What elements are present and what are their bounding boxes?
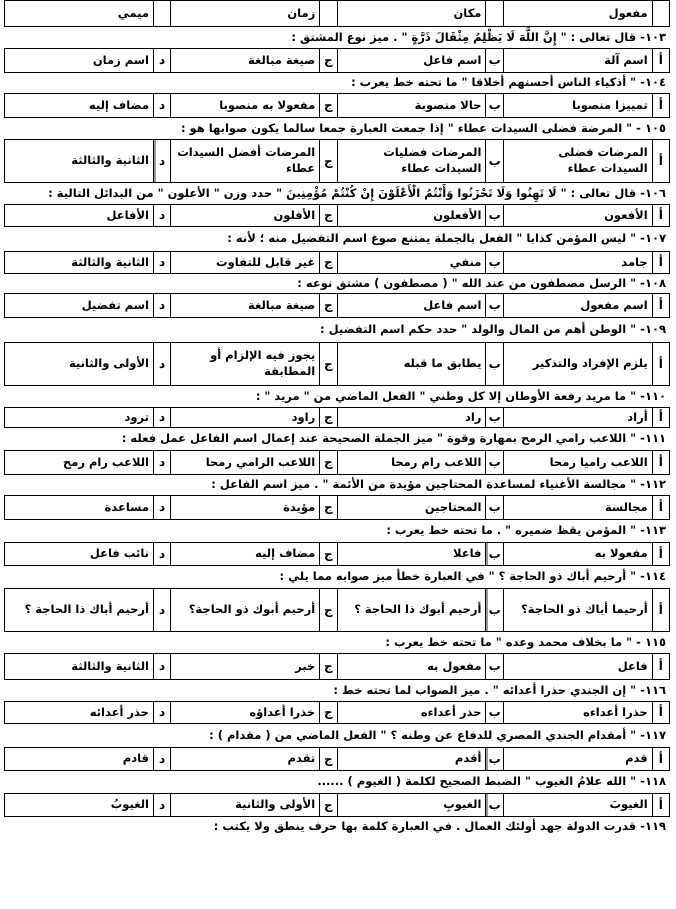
option-letter[interactable]: ج <box>320 654 337 680</box>
question-text: " الرسل مصطفون من عند الله " ( مصطفون ) مشتق نوعه : <box>297 275 637 290</box>
options-row <box>4 653 670 680</box>
option-text: ميمي <box>5 1 154 27</box>
option-text[interactable]: اسم فاعل <box>337 49 486 73</box>
question-number: ١١٩- <box>640 818 666 833</box>
question-text: " أمقدام الجندي المصري للدفاع عن وطنه ؟ " الفعل الماضي من ( مقدام ) : <box>209 727 637 742</box>
option-letter[interactable]: ج <box>320 748 337 771</box>
question-line <box>4 318 670 342</box>
option-letter[interactable]: د <box>153 140 170 183</box>
option-letter[interactable]: أ <box>652 496 669 520</box>
option-letter[interactable]: ج <box>320 589 337 632</box>
option-text[interactable]: اسم تفضيل <box>5 294 154 318</box>
option-text[interactable]: الغيوبُ <box>5 794 154 817</box>
option-text[interactable]: المحتاجين <box>337 496 486 520</box>
option-text[interactable]: خذرا أعداؤه <box>171 702 320 724</box>
option-text[interactable]: منفي <box>337 252 486 274</box>
option-text[interactable]: الغيوبَ <box>503 794 652 817</box>
option-text[interactable]: اللاعب رام رمح <box>5 451 154 475</box>
option-letter[interactable]: د <box>153 702 170 724</box>
option-text[interactable]: الأولى والثانية <box>5 343 154 386</box>
option-letter[interactable]: ج <box>320 408 337 428</box>
option-text[interactable]: أرحيما أباك ذو الحاجة؟ <box>503 589 652 632</box>
option-letter[interactable]: ج <box>320 543 337 566</box>
options-row <box>4 342 670 386</box>
option-text[interactable]: مجالسة <box>503 496 652 520</box>
question-number: ١٠٥ - <box>636 120 666 135</box>
option-text[interactable]: الأفعون <box>503 205 652 227</box>
option-letter[interactable]: أ <box>652 343 669 386</box>
option-letter[interactable]: ب <box>486 408 503 428</box>
option-letter[interactable]: د <box>153 408 170 428</box>
option-letter[interactable]: ب <box>486 702 503 724</box>
option-letter[interactable]: أ <box>652 205 669 227</box>
option-text[interactable]: الأولى والثانية <box>171 794 320 817</box>
question-number: ١٠٩- <box>640 322 666 337</box>
question-number: ١١٥ - <box>636 634 666 649</box>
question-text: " مجالسة الأغنياء لمساعدة المحتاجين مؤيدة من الأئمة " . ميز اسم الفاعل : <box>211 477 637 492</box>
option-letter[interactable]: ج <box>320 94 337 118</box>
question-text: " أذكياء الناس أحسنهم أخلاقا " ما تحته خط يعرب : <box>351 75 637 90</box>
option-text: مفعول <box>503 1 652 27</box>
option-letter <box>652 1 669 27</box>
question-line <box>4 724 670 747</box>
option-letter[interactable]: ب <box>486 496 503 520</box>
options-row <box>4 747 670 771</box>
question-text: " الوطن أهم من المال والولد " حدد حكم اسم التفضيل : <box>320 322 637 337</box>
options-row <box>4 450 670 475</box>
question-number: ١٠٧- <box>640 231 666 246</box>
option-text[interactable]: أرحيم أبوك ذو الحاجة؟ <box>171 589 320 632</box>
options-row <box>4 48 670 73</box>
option-text[interactable]: تقدم <box>171 748 320 771</box>
question-line <box>4 386 670 407</box>
question-text: " ما بخلاف محمد وعده " ما تحته خط يعرب : <box>385 634 633 649</box>
option-letter[interactable]: ب <box>486 654 503 680</box>
option-letter[interactable]: أ <box>652 794 669 817</box>
option-letter[interactable]: أ <box>652 589 669 632</box>
option-letter[interactable]: د <box>153 49 170 73</box>
option-letter[interactable]: ج <box>320 205 337 227</box>
option-text[interactable]: الثانية والثالثة <box>5 140 154 183</box>
option-letter[interactable]: د <box>153 748 170 771</box>
option-text[interactable]: حالا منصوبة <box>337 94 486 118</box>
option-text[interactable]: الثانية والثالثة <box>5 654 154 680</box>
options-row <box>4 93 670 118</box>
option-text[interactable]: حذر أعدائه <box>5 702 154 724</box>
question-line <box>4 475 670 495</box>
option-text[interactable]: اسم فاعل <box>337 294 486 318</box>
option-letter[interactable]: أ <box>652 140 669 183</box>
option-letter[interactable]: ب <box>486 140 503 183</box>
option-text[interactable]: مؤيدة <box>171 496 320 520</box>
option-letter <box>320 1 337 27</box>
option-text[interactable]: أراد <box>503 408 652 428</box>
question-number: ١٠٦- <box>640 185 666 200</box>
question-line <box>4 227 670 251</box>
question-line <box>4 566 670 588</box>
option-letter[interactable]: د <box>153 205 170 227</box>
option-text[interactable]: اسم آلة <box>503 49 652 73</box>
option-text[interactable]: تمييزا منصوبا <box>503 94 652 118</box>
option-letter[interactable]: د <box>153 252 170 274</box>
option-letter[interactable]: أ <box>652 654 669 680</box>
options-row <box>4 251 670 274</box>
option-text[interactable]: اسم زمان <box>5 49 154 73</box>
question-line <box>4 817 670 836</box>
option-letter[interactable]: ج <box>320 343 337 386</box>
option-letter[interactable]: أ <box>652 49 669 73</box>
option-text[interactable]: صيغة مبالغة <box>171 49 320 73</box>
option-text[interactable]: مفعول به <box>337 654 486 680</box>
option-letter[interactable]: أ <box>652 702 669 724</box>
question-line <box>4 73 670 93</box>
option-text[interactable]: مفعولا به <box>503 543 652 566</box>
option-text[interactable]: المرضات فضلى السيدات عطاء <box>503 140 652 183</box>
question-number: ١١٦- <box>640 682 666 697</box>
option-text[interactable]: يجوز فيه الإلزام أو المطابقة <box>171 343 320 386</box>
option-text[interactable]: أرحيم أبوك ذا الحاجة ؟ <box>337 589 486 632</box>
option-text[interactable]: خبر <box>171 654 320 680</box>
option-text[interactable]: اسم مفعول <box>503 294 652 318</box>
question-text: " المرضة فضلى السيدات عطاء " إذا جمعت العبارة جمعا سالما يكون صوابها هو : <box>180 120 633 135</box>
question-number: ١١٠- <box>640 388 666 403</box>
question-number: ١١٧- <box>640 727 666 742</box>
option-letter[interactable]: د <box>153 294 170 318</box>
option-text: مكان <box>337 1 486 27</box>
option-text[interactable]: الأفعلون <box>337 205 486 227</box>
option-letter[interactable]: د <box>153 94 170 118</box>
option-text[interactable]: غير قابل للتفاوت <box>171 252 320 274</box>
option-letter[interactable]: أ <box>652 748 669 771</box>
option-text[interactable]: المرضات فضليات السيدات عطاء <box>337 140 486 183</box>
option-letter[interactable]: ب <box>486 252 503 274</box>
option-letter[interactable]: د <box>153 543 170 566</box>
question-text: قدرت الدولة جهد أولئك العمال . في العبارة كلمة بها حرف ينطق ولا يكتب : <box>213 818 637 833</box>
option-letter[interactable]: ب <box>486 748 503 771</box>
option-text[interactable]: اللاعب الرامي رمحا <box>171 451 320 475</box>
question-text: " الله علامُ الغيوب " الضبط الصحيح لكلمة ( الغيوم ) ...... <box>317 774 637 789</box>
option-letter[interactable]: أ <box>652 408 669 428</box>
question-number: ١١١- <box>640 431 666 446</box>
option-text[interactable]: مضاف إليه <box>171 543 320 566</box>
option-letter[interactable]: أ <box>652 252 669 274</box>
option-letter[interactable]: ج <box>320 794 337 817</box>
option-text[interactable]: فاعل <box>503 654 652 680</box>
option-letter[interactable]: ب <box>486 451 503 475</box>
option-letter[interactable]: د <box>153 654 170 680</box>
question-text: " إن الجندي حذرا أعدائه " . ميز الصواب لما تحته خط : <box>333 682 637 697</box>
question-number: ١١٨- <box>640 774 666 789</box>
option-text[interactable]: اللاعب رام رمحا <box>337 451 486 475</box>
option-text[interactable]: قدم <box>503 748 652 771</box>
option-text[interactable]: نائب فاعل <box>5 543 154 566</box>
option-text[interactable]: ترود <box>5 408 154 428</box>
options-row <box>4 542 670 566</box>
option-text[interactable]: أقدم <box>337 748 486 771</box>
options-row <box>4 139 670 183</box>
option-text[interactable]: مفعولا به منصوبا <box>171 94 320 118</box>
option-letter[interactable]: د <box>153 496 170 520</box>
question-number: ١٠٤- <box>640 75 666 90</box>
options-row <box>4 407 670 428</box>
option-letter[interactable]: ج <box>320 702 337 724</box>
option-letter[interactable]: أ <box>652 94 669 118</box>
option-text[interactable]: المرضات أفضل السيدات عطاء <box>171 140 320 183</box>
option-text[interactable]: مساعدة <box>5 496 154 520</box>
option-text[interactable]: جامد <box>503 252 652 274</box>
option-letter[interactable]: د <box>153 343 170 386</box>
option-letter[interactable]: أ <box>652 451 669 475</box>
question-line <box>4 118 670 139</box>
option-text[interactable]: حذر أعداءه <box>337 702 486 724</box>
option-letter[interactable]: ج <box>320 252 337 274</box>
option-text[interactable]: فاعلا <box>337 543 486 566</box>
question-number: ١١٢- <box>640 477 666 492</box>
options-row <box>4 293 670 318</box>
option-letter[interactable]: ب <box>486 589 503 632</box>
option-text[interactable]: أرحيم أباك ذا الحاجة ؟ <box>5 589 154 632</box>
option-letter[interactable]: ج <box>320 140 337 183</box>
options-row <box>4 793 670 817</box>
option-text[interactable]: الغيوبِ <box>337 794 486 817</box>
question-number: ١٠٣- <box>640 29 666 44</box>
question-text: " أرحيم أباك ذو الحاجة ؟ " في العبارة خطأ ميز صوابه مما يلي : <box>279 569 637 584</box>
question-line <box>4 428 670 450</box>
option-text[interactable]: يطابق ما قبله <box>337 343 486 386</box>
option-text[interactable]: الأفاعل <box>5 205 154 227</box>
option-letter[interactable]: د <box>153 589 170 632</box>
option-letter[interactable]: ج <box>320 451 337 475</box>
question-text: " ما مريد رفعة الأوطان إلا كل وطني " الفعل الماضي من " مريد " : <box>255 388 637 403</box>
question-text: قال تعالى : " لَا تَهِنُوا وَلَا تَحْزَنُوا وَأَنْتُمُ الْأَعْلَوْنَ إِنْ كُنْتُمْ مُؤْمِنِينَ " حدد وزن " الأعلون " من البدائل التالية : <box>48 185 637 200</box>
option-text[interactable]: اللاعب راميا رمحا <box>503 451 652 475</box>
question-list <box>4 27 670 817</box>
option-text[interactable]: راد <box>337 408 486 428</box>
option-letter[interactable]: ب <box>486 294 503 318</box>
question-number: ١١٤- <box>640 569 666 584</box>
question-line <box>4 680 670 701</box>
question-line <box>4 27 670 48</box>
option-letter[interactable]: ب <box>486 205 503 227</box>
option-text[interactable]: مضاف إليه <box>5 94 154 118</box>
option-text[interactable]: الأفلون <box>171 205 320 227</box>
question-line <box>4 771 670 793</box>
option-letter[interactable]: د <box>153 794 170 817</box>
options-row <box>4 588 670 632</box>
option-letter[interactable]: ج <box>320 496 337 520</box>
question-number: ١١٣- <box>640 523 666 538</box>
option-letter[interactable]: ب <box>486 49 503 73</box>
option-letter[interactable]: أ <box>652 543 669 566</box>
question-number: ١٠٨- <box>640 275 666 290</box>
question-text: " ليس المؤمن كذابا " الفعل بالجملة يمتنع صوغ اسم التفضيل منه ؛ لأنه : <box>227 231 637 246</box>
option-letter <box>153 1 170 27</box>
options-row <box>4 701 670 724</box>
options-row <box>4 204 670 227</box>
question-line <box>4 520 670 542</box>
option-letter[interactable]: أ <box>652 294 669 318</box>
question-text: قال تعالى : " إِنَّ اللَّهَ لَا يَظْلِمُ مِثْقَالَ ذَرَّةٍ " . ميز نوع المشتق : <box>291 29 637 44</box>
option-letter <box>486 1 503 27</box>
option-text: زمان <box>171 1 320 27</box>
option-letter[interactable]: ج <box>320 49 337 73</box>
option-text[interactable]: الثانية والثالثة <box>5 252 154 274</box>
option-text[interactable]: حذرا أعداءه <box>503 702 652 724</box>
option-letter[interactable]: ج <box>320 294 337 318</box>
option-text[interactable]: قادم <box>5 748 154 771</box>
top-options-row <box>4 0 670 27</box>
question-text: " المؤمن يقظ ضميره " . ما تحته خط يعرب : <box>386 523 637 538</box>
option-text[interactable]: يلزم الإفراد والتذكير <box>503 343 652 386</box>
question-line <box>4 274 670 293</box>
option-letter[interactable]: ب <box>486 543 503 566</box>
options-row <box>4 495 670 520</box>
option-text[interactable]: صيغة مبالغة <box>171 294 320 318</box>
question-line <box>4 632 670 653</box>
option-letter[interactable]: ب <box>486 794 503 817</box>
option-letter[interactable]: ب <box>486 343 503 386</box>
question-line <box>4 183 670 204</box>
option-letter[interactable]: د <box>153 451 170 475</box>
option-text[interactable]: راود <box>171 408 320 428</box>
question-text: " اللاعب رامي الرمح بمهارة وقوة " ميز الجملة الصحيحة عند إعمال اسم الفاعل عمل فعله : <box>121 431 637 446</box>
option-letter[interactable]: ب <box>486 94 503 118</box>
